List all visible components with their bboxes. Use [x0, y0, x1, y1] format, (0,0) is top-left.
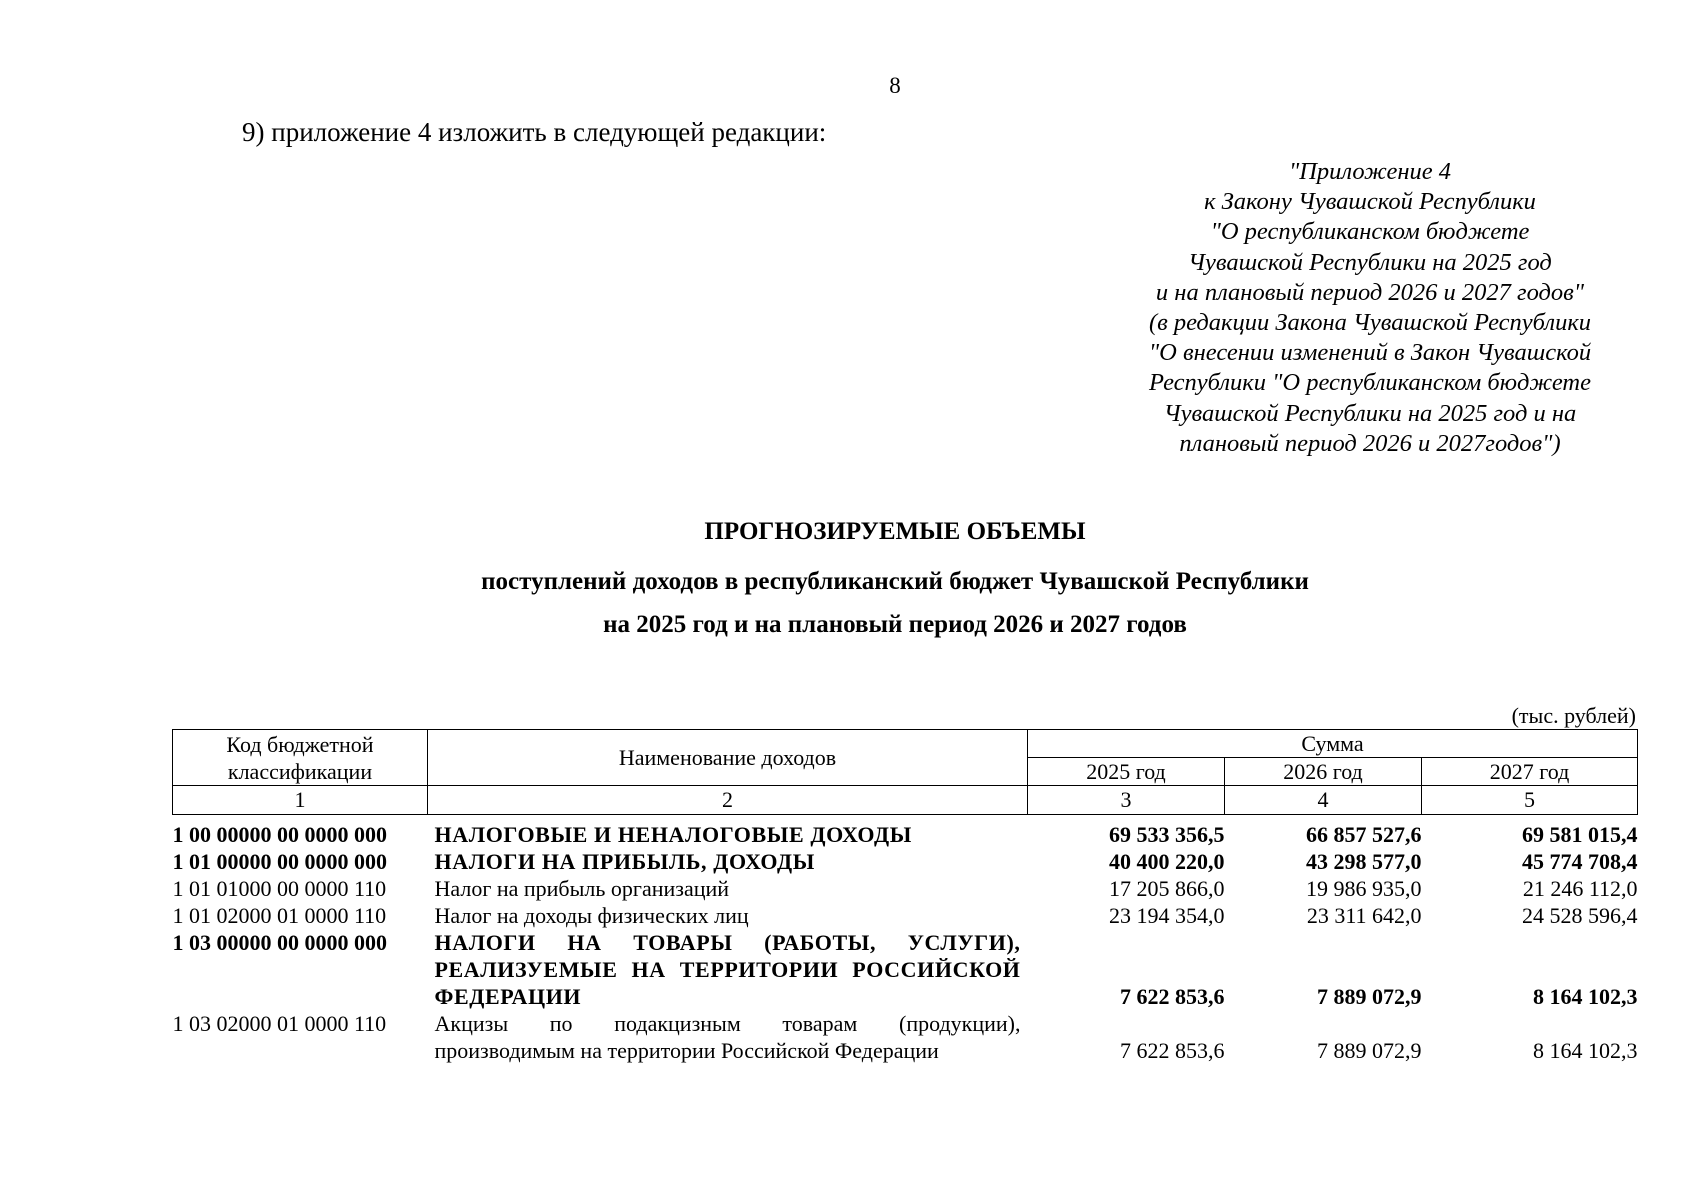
- row-name: НАЛОГОВЫЕ И НЕНАЛОГОВЫЕ ДОХОДЫ: [434, 822, 912, 847]
- row-amount-2025: 7 622 853,6: [1120, 984, 1225, 1009]
- header-code: Код бюджетной классификации: [173, 730, 428, 786]
- row-amount-2027: 8 164 102,3: [1533, 1038, 1638, 1063]
- row-amount-2027: 69 581 015,4: [1522, 822, 1638, 847]
- row-amount-2027: 24 528 596,4: [1522, 903, 1638, 928]
- appendix-line: "О внесении изменений в Закон Чувашской: [1148, 339, 1592, 367]
- table-row: [173, 875, 1638, 902]
- header-name: Наименование доходов: [428, 730, 1028, 786]
- row-code: 1 01 02000 01 0000 110: [172, 903, 387, 928]
- column-number: 1: [173, 786, 428, 815]
- appendix-line: плановый период 2026 и 2027годов"): [1179, 429, 1561, 457]
- appendix-reference: [1120, 157, 1620, 459]
- revenue-table: [172, 729, 1638, 1064]
- row-name: НАЛОГИ НА ПРИБЫЛЬ, ДОХОДЫ: [434, 849, 815, 874]
- appendix-line: "О республиканском бюджете: [1210, 218, 1530, 246]
- header-year-2025: 2025 год: [1028, 758, 1225, 786]
- row-name: Акцизы по подакцизным товарам (продукции), производимым на территории Российской Федерации: [434, 1011, 1021, 1063]
- row-amount-2025: 23 194 354,0: [1109, 903, 1225, 928]
- header-year-2026: 2026 год: [1225, 758, 1422, 786]
- row-code: 1 03 02000 01 0000 110: [172, 1011, 387, 1036]
- row-amount-2027: 8 164 102,3: [1533, 984, 1638, 1009]
- table-row: [173, 1010, 1638, 1064]
- appendix-line: к Закону Чувашской Республики: [1204, 188, 1536, 216]
- row-amount-2026: 66 857 527,6: [1306, 822, 1422, 847]
- row-amount-2025: 69 533 356,5: [1109, 822, 1225, 847]
- row-amount-2026: 19 986 935,0: [1306, 876, 1422, 901]
- appendix-line: Республики "О республиканском бюджете: [1149, 369, 1591, 397]
- document-title: ПРОГНОЗИРУЕМЫЕ ОБЪЕМЫ: [704, 518, 1086, 545]
- appendix-line: "Приложение 4: [1288, 158, 1452, 185]
- table-row: [173, 929, 1638, 1010]
- row-amount-2027: 21 246 112,0: [1522, 876, 1638, 901]
- row-amount-2026: 7 889 072,9: [1317, 1038, 1422, 1063]
- intro-paragraph: 9) приложение 4 изложить в следующей редакции:: [242, 117, 827, 147]
- row-amount-2025: 40 400 220,0: [1109, 849, 1225, 874]
- row-name: Налог на доходы физических лиц: [434, 903, 749, 928]
- document-subtitle: [0, 560, 1697, 646]
- table-row: [173, 902, 1638, 929]
- appendix-line: (в редакции Закона Чувашской Республики: [1148, 309, 1592, 337]
- appendix-line: Чувашской Республики на 2025 год и на: [1163, 399, 1577, 427]
- row-code: 1 03 00000 00 0000 000: [172, 930, 387, 955]
- row-name: Налог на прибыль организаций: [434, 876, 730, 901]
- header-year-2027: 2027 год: [1422, 758, 1638, 786]
- row-code: 1 01 01000 00 0000 110: [172, 876, 387, 901]
- row-amount-2025: 7 622 853,6: [1120, 1038, 1225, 1063]
- appendix-line: и на плановый период 2026 и 2027 годов": [1155, 278, 1585, 306]
- column-number: 3: [1028, 786, 1225, 815]
- header-sum: Сумма: [1028, 730, 1638, 758]
- row-name: НАЛОГИ НА ТОВАРЫ (РАБОТЫ, УСЛУГИ), РЕАЛИЗУЕМЫЕ НА ТЕРРИТОРИИ РОССИЙСКОЙ ФЕДЕРАЦИИ: [434, 930, 1021, 1009]
- row-amount-2027: 45 774 708,4: [1522, 849, 1638, 874]
- row-amount-2026: 7 889 072,9: [1317, 984, 1422, 1009]
- row-code: 1 01 00000 00 0000 000: [172, 849, 387, 874]
- subtitle-line: на 2025 год и на плановый период 2026 и 2027 годов: [603, 611, 1187, 638]
- column-number: 4: [1225, 786, 1422, 815]
- subtitle-line: поступлений доходов в республиканский бюджет Чувашской Республики: [481, 568, 1309, 595]
- row-amount-2026: 43 298 577,0: [1306, 849, 1422, 874]
- column-number: 5: [1422, 786, 1638, 815]
- unit-label: (тыс. рублей): [1511, 703, 1636, 728]
- table-row: [173, 848, 1638, 875]
- table-row: [173, 821, 1638, 848]
- row-code: 1 00 00000 00 0000 000: [172, 822, 387, 847]
- row-amount-2026: 23 311 642,0: [1306, 903, 1422, 928]
- appendix-line: Чувашской Республики на 2025 год: [1188, 248, 1552, 276]
- row-amount-2025: 17 205 866,0: [1109, 876, 1225, 901]
- page-number: 8: [889, 73, 901, 98]
- column-number: 2: [428, 786, 1028, 815]
